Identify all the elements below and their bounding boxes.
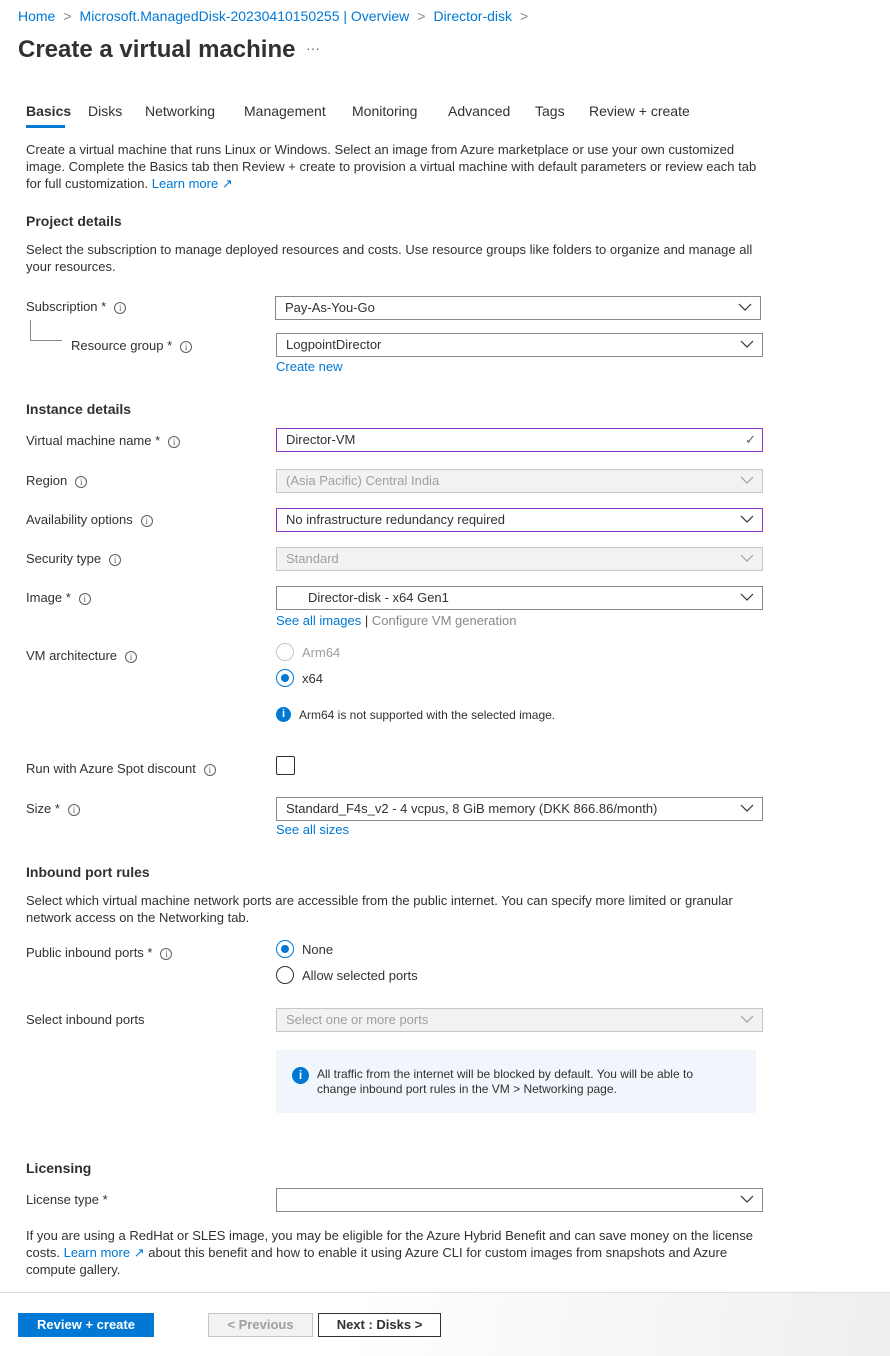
spot-checkbox[interactable] <box>276 756 295 775</box>
image-links <box>276 613 516 628</box>
chevron-down-icon <box>740 340 754 348</box>
breadcrumb <box>18 8 536 24</box>
availability-select[interactable]: No infrastructure redundancy required <box>276 508 763 532</box>
more-options-button[interactable]: ··· <box>306 40 320 56</box>
vm-name-input[interactable]: Director-VM ✓ <box>276 428 763 452</box>
breadcrumb-disk[interactable]: Director-disk <box>433 8 513 24</box>
info-icon[interactable]: i <box>109 554 121 566</box>
chevron-down-icon <box>740 804 754 812</box>
inbound-desc: Select which virtual machine network ports are accessible from the public internet. You can specify more limited or granular network access on the Networking tab. <box>26 893 733 925</box>
chevron-right-icon: > <box>63 8 72 24</box>
inbound-heading: Inbound port rules <box>26 864 150 880</box>
licensing-heading: Licensing <box>26 1160 92 1176</box>
select-ports-label: Select inbound ports <box>26 1012 145 1027</box>
radio-button[interactable] <box>276 669 294 687</box>
spot-label: Run with Azure Spot discount i <box>26 761 216 776</box>
region-select[interactable]: (Asia Pacific) Central India <box>276 469 763 493</box>
radio-button[interactable] <box>276 966 294 984</box>
info-icon[interactable]: i <box>125 651 137 663</box>
radio-arm64[interactable]: Arm64 <box>276 643 340 661</box>
tab-tags[interactable]: Tags <box>535 103 565 119</box>
intro-text: Create a virtual machine that runs Linux or Windows. Select an image from Azure marketplace or use your own customized image. Complete the Basics tab then Review + create to provision a virtual machine with default parameters or review each tab for full customization. Learn more ↗ <box>26 142 757 191</box>
inbound-note: All traffic from the internet will be blocked by default. You will be able to change inbound port rules in the VM > Networking page. <box>317 1067 693 1096</box>
security-type-label: Security type i <box>26 551 121 566</box>
vm-name-label: Virtual machine name * i <box>26 433 180 448</box>
security-type-select[interactable]: Standard <box>276 547 763 571</box>
info-filled-icon: i <box>292 1067 309 1084</box>
chevron-down-icon <box>740 476 754 484</box>
subscription-label: Subscription * i <box>26 299 126 314</box>
see-all-sizes-link[interactable]: See all sizes <box>276 822 349 837</box>
resource-group-label: Resource group * i <box>71 338 192 353</box>
project-details-desc: Select the subscription to manage deployed resources and costs. Use resource groups like folders to organize and manage all your resources. <box>26 242 753 274</box>
review-create-button[interactable]: Review + create <box>18 1313 154 1337</box>
learn-more-link[interactable]: Learn more <box>63 1245 131 1260</box>
subscription-select[interactable]: Pay-As-You-Go <box>275 296 761 320</box>
licensing-desc: If you are using a RedHat or SLES image, you may be eligible for the Azure Hybrid Benefit and can save money on the license costs. Learn more ↗ about this benefit and how to enable it using Azure CLI for custom images from snapshots and Azure compute gallery. <box>26 1228 753 1277</box>
configure-vm-generation-link: Configure VM generation <box>371 613 517 628</box>
chevron-down-icon <box>740 515 754 523</box>
breadcrumb-home[interactable]: Home <box>18 8 56 24</box>
tab-networking[interactable]: Networking <box>145 103 216 119</box>
region-label: Region i <box>26 473 87 488</box>
radio-allow-selected[interactable]: Allow selected ports <box>276 966 418 984</box>
tree-connector <box>30 320 62 341</box>
arch-info: i Arm64 is not supported with the selected image. <box>276 707 555 722</box>
separator: | <box>364 613 369 628</box>
info-icon[interactable]: i <box>204 764 216 776</box>
size-select[interactable]: Standard_F4s_v2 - 4 vcpus, 8 GiB memory (DKK 866.86/month) <box>276 797 763 821</box>
page-title: Create a virtual machine <box>18 36 296 63</box>
info-icon[interactable]: i <box>141 515 153 527</box>
info-icon[interactable]: i <box>68 804 80 816</box>
chevron-down-icon <box>740 1015 754 1023</box>
tab-review-create[interactable]: Review + create <box>589 103 690 119</box>
select-ports-dropdown[interactable]: Select one or more ports <box>276 1008 763 1032</box>
active-tab-indicator <box>26 125 65 128</box>
info-filled-icon: i <box>276 707 291 722</box>
license-type-select[interactable] <box>276 1188 763 1212</box>
checkmark-icon: ✓ <box>745 432 756 447</box>
tab-monitoring[interactable]: Monitoring <box>352 103 418 119</box>
tab-disks[interactable]: Disks <box>88 103 123 119</box>
external-link-icon: ↗ <box>133 1245 145 1260</box>
learn-more-link[interactable]: Learn more <box>151 176 219 191</box>
radio-button[interactable] <box>276 643 294 661</box>
info-icon[interactable]: i <box>79 593 91 605</box>
chevron-right-icon: > <box>417 8 426 24</box>
info-icon[interactable]: i <box>75 476 87 488</box>
chevron-right-icon: > <box>520 8 529 24</box>
info-icon[interactable]: i <box>114 302 126 314</box>
info-icon[interactable]: i <box>160 948 172 960</box>
image-label: Image * i <box>26 590 91 605</box>
image-select[interactable]: Director-disk - x64 Gen1 <box>276 586 763 610</box>
vm-architecture-label: VM architecture i <box>26 648 137 663</box>
external-link-icon: ↗ <box>221 176 233 191</box>
license-type-label: License type * <box>26 1192 108 1207</box>
radio-x64[interactable]: x64 <box>276 669 323 687</box>
info-icon[interactable]: i <box>168 436 180 448</box>
chevron-down-icon <box>740 554 754 562</box>
size-label: Size * i <box>26 801 80 816</box>
availability-label: Availability options i <box>26 512 153 527</box>
breadcrumb-deployment[interactable]: Microsoft.ManagedDisk-20230410150255 | Overview <box>79 8 410 24</box>
next-disks-button[interactable]: Next : Disks > <box>318 1313 441 1337</box>
resource-group-select[interactable]: LogpointDirector <box>276 333 763 357</box>
instance-details-heading: Instance details <box>26 401 132 417</box>
chevron-down-icon <box>740 1195 754 1203</box>
tab-basics[interactable]: Basics <box>26 103 72 119</box>
radio-none[interactable]: None <box>276 940 333 958</box>
info-icon[interactable]: i <box>180 341 192 353</box>
previous-button[interactable]: < Previous <box>208 1313 313 1337</box>
tab-management[interactable]: Management <box>244 103 326 119</box>
chevron-down-icon <box>740 593 754 601</box>
see-all-images-link[interactable]: See all images <box>276 613 362 628</box>
create-new-link[interactable]: Create new <box>276 359 343 374</box>
public-ports-label: Public inbound ports * i <box>26 945 172 960</box>
inbound-info-box <box>276 1050 756 1113</box>
project-details-heading: Project details <box>26 213 122 229</box>
radio-button[interactable] <box>276 940 294 958</box>
tab-advanced[interactable]: Advanced <box>448 103 511 119</box>
chevron-down-icon <box>738 303 752 311</box>
